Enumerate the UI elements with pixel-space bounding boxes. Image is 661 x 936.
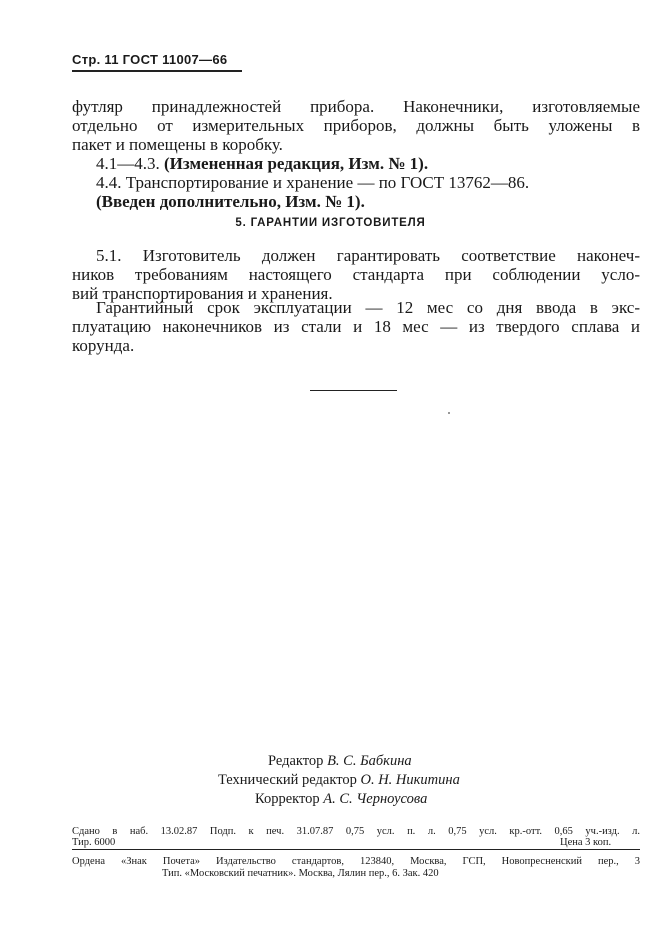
- section-title: 5. ГАРАНТИИ ИЗГОТОВИТЕЛЯ: [235, 217, 426, 229]
- item-4-1-4-3-number: 4.1—4.3.: [96, 154, 160, 173]
- credit-editor: [268, 752, 412, 771]
- credit-corrector-role: Корректор: [255, 791, 320, 807]
- section5-p1-line-1: 5.1. Изготовитель должен гарантировать соответствие наконеч-: [96, 246, 640, 265]
- section5-p1-line-2: ников требованиям настоящего стандарта при соблюдении усло-: [72, 265, 640, 284]
- credit-editor-name: В. С. Бабкина: [327, 753, 412, 769]
- credit-tech-editor-role: Технический редактор: [218, 772, 357, 788]
- imprint-line-1: Сдано в наб. 13.02.87 Подп. к печ. 31.07.87 0,75 усл. п. л. 0,75 усл. кр.-отт. 0,65 уч.-изд. л.: [72, 826, 640, 837]
- section5-p2-line-2: плуатацию наконечников из стали и 18 мес — из твердого сплава и: [72, 317, 640, 336]
- para-top-line-2: отдельно от измерительных приборов, должны быть уложены в: [72, 116, 640, 135]
- credit-corrector-name: А. С. Черноусова: [323, 791, 428, 807]
- credit-editor-role: Редактор: [268, 753, 324, 769]
- end-of-text-rule: [310, 390, 397, 391]
- imprint-price: Цена 3 коп.: [560, 837, 612, 848]
- section5-p1-line-3: вий транспортирования и хранения.: [72, 284, 333, 303]
- imprint-printer: Тип. «Московский печатник». Москва, Лялин пер., 6. Зак. 420: [162, 868, 439, 879]
- item-4-4: 4.4. Транспортирование и хранение — по ГОСТ 13762—86.: [96, 173, 530, 192]
- imprint-publisher: Ордена «Знак Почета» Издательство стандартов, 123840, Москва, ГСП, Новопресненский пер., 3: [72, 856, 640, 867]
- page-header: Стр. 11 ГОСТ 11007—66: [72, 52, 228, 67]
- section5-p2-line-1: Гарантийный срок эксплуатации — 12 мес со дня ввода в экс-: [96, 298, 640, 317]
- imprint-rule: [72, 849, 640, 850]
- stray-dot: [448, 412, 450, 414]
- header-rule: [72, 70, 242, 72]
- credit-tech-editor: [218, 771, 460, 790]
- section5-p2-line-3: корунда.: [72, 336, 135, 355]
- para-top-line-3: пакет и помещены в коробку.: [72, 135, 283, 154]
- credit-corrector: [255, 790, 427, 809]
- para-top-line-1: футляр принадлежностей прибора. Наконечники, изготовляемые: [72, 97, 640, 116]
- credit-tech-editor-name: О. Н. Никитина: [360, 772, 460, 788]
- imprint-circulation: Тир. 6000: [72, 837, 116, 848]
- item-4-1-4-3-note: (Измененная редакция, Изм. № 1).: [164, 154, 429, 173]
- item-4-4-note: (Введен дополнительно, Изм. № 1).: [96, 192, 365, 211]
- item-4-1-4-3: [96, 154, 428, 173]
